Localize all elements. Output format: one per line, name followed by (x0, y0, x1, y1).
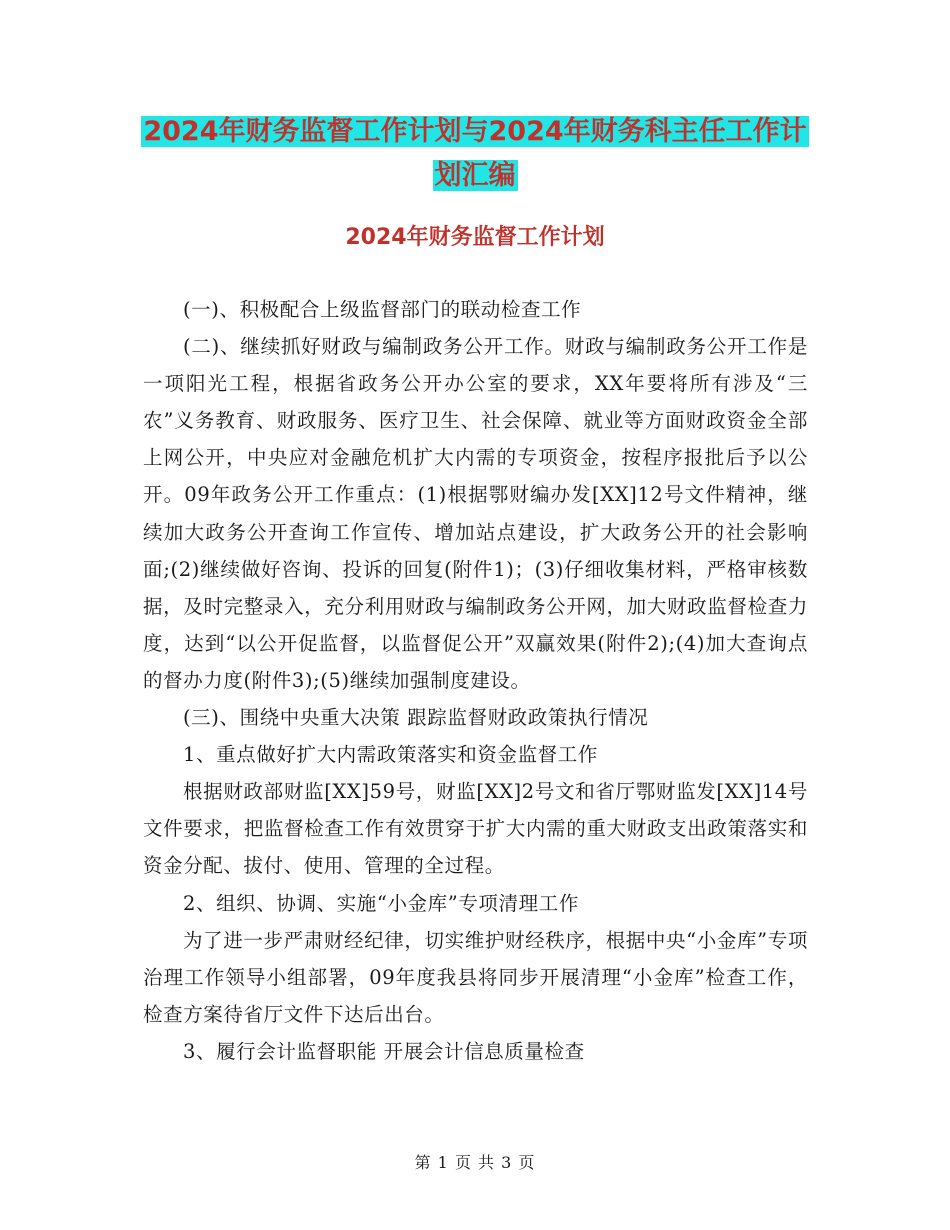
paragraph-5: 根据财政部财监[XX]59号，财监[XX]2号文和省厅鄂财监发[XX]14号文件要求，把监督检查工作有效贯穿于扩大内需的重大财政支出政策落实和资金分配、拔付、使用、管理的全过程。 (143, 780, 808, 878)
document-title-line-1 (0, 112, 950, 152)
paragraph-6: 2、组织、协调、实施“小金库”专项清理工作 (182, 891, 579, 915)
paragraph-3: (三)、围绕中央重大决策 跟踪监督财政政策执行情况 (182, 706, 649, 730)
section-title: 2024年财务监督工作计划 (345, 225, 605, 250)
document-title-text-1: 2024年财务监督工作计划与2024年财务科主任工作计 (143, 116, 807, 147)
paragraph-7: 为了进一步严肃财经纪律，切实维护财经秩序，根据中央“小金库”专项治理工作领导小组部署，09年度我县将同步开展清理“小金库”检查工作，检查方案待省厅文件下达后出台。 (143, 928, 808, 1026)
paragraph-8: 3、履行会计监督职能 开展会计信息质量检查 (182, 1039, 585, 1063)
paragraph-1: (一)、积极配合上级监督部门的联动检查工作 (182, 298, 582, 321)
page-footer: 第 1 页 共 3 页 (414, 1153, 536, 1172)
paragraph-4: 1、重点做好扩大内需政策落实和资金监督工作 (182, 743, 598, 767)
document-title-line-2 (0, 156, 950, 196)
document-title-text-2: 划汇编 (434, 160, 516, 191)
document-body (143, 291, 808, 1070)
paragraph-2: (二)、继续抓好财政与编制政务公开工作。财政与编制政务公开工作是一项阳光工程，根据省政务公开办公室的要求，XX年要将所有涉及“三农”义务教育、财政服务、医疗卫生、社会保障、就业等方面财政资金全部上网公开，中央应对金融危机扩大内需的专项资金，按程序报批后予以公开。09年政务公开工作重点：(1)根据鄂财编办发[XX]12号文件精神，继续加大政务公开查询工作宣传、增加站点建设，扩大政务公开的社会影响面;(2)继续做好咨询、投诉的回复(附件1)；(3)仔细收集材料，严格审核数据，及时完整录入，充分利用财政与编制政务公开网，加大财政监督检查力度，达到“以公开促监督，以监督促公开”双赢效果(附件2);(4)加大查询点的督办力度(附件3);(5)继续加强制度建设。 (143, 335, 808, 692)
